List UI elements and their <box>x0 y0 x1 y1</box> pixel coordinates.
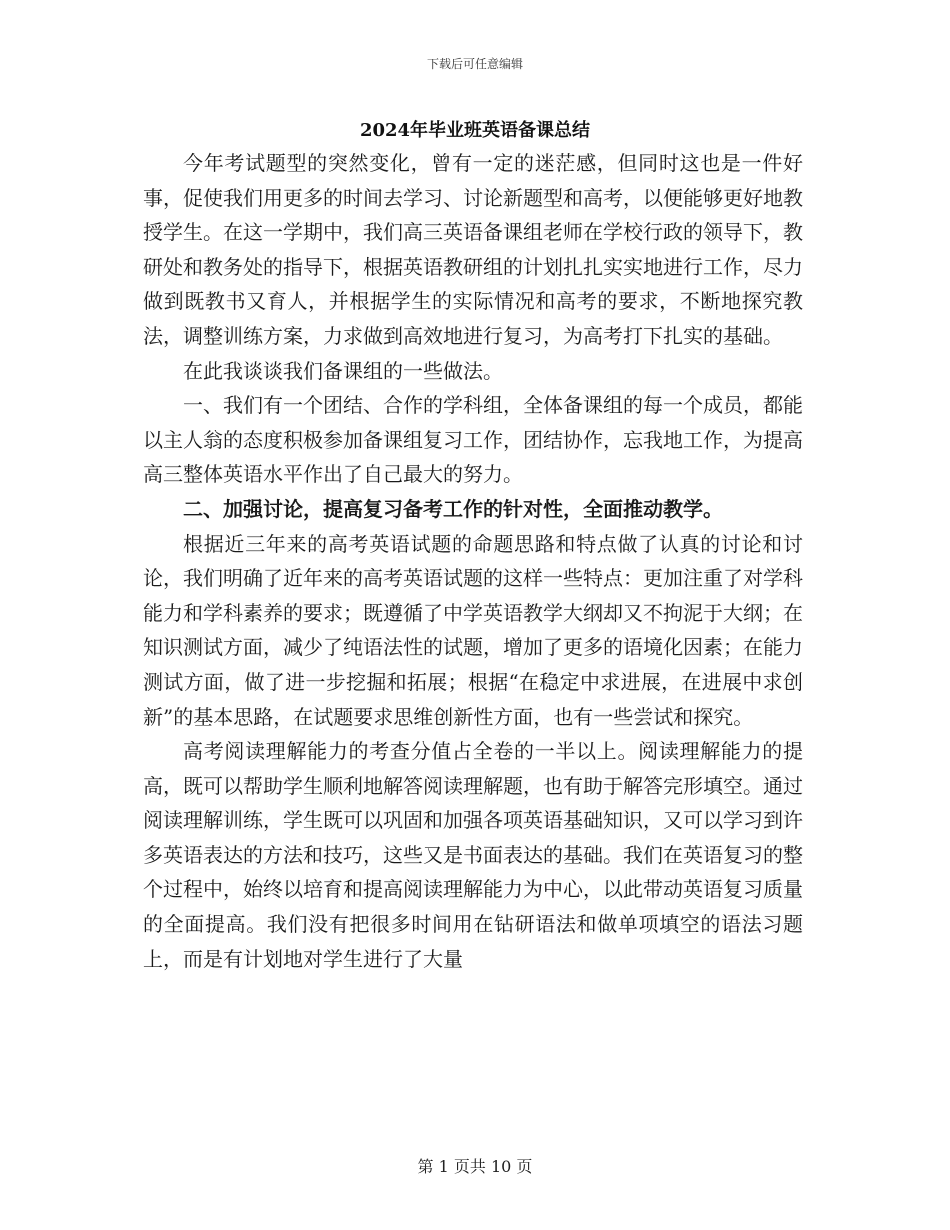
section-heading-two: 二、加强讨论，提高复习备考工作的针对性，全面推动教学。 <box>183 496 723 521</box>
page-footer: 第 1 页共 10 页 <box>417 1157 533 1176</box>
paragraph-intro: 今年考试题型的突然变化，曾有一定的迷茫感，但同时这也是一件好事，促使我们用更多的时间去学习、讨论新题型和高考，以便能够更好地教授学生。在这一学期中，我们高三英语备课组老师在学校行政的领导下，教研处和教务处的指导下，根据英语教研组的计划扎扎实实地进行工作，尽力做到既教书又育人，并根据学生的实际情况和高考的要求，不断地探究教法，调整训练方案，力求做到高效地进行复习，为高考打下扎实的基础。 <box>143 151 803 348</box>
document-title: 2024年毕业班英语备课总结 <box>359 120 591 141</box>
paragraph-section-one: 一、我们有一个团结、合作的学科组，全体备课组的每一个成员，都能以主人翁的态度积极参加备课组复习工作，团结协作，忘我地工作，为提高高三整体英语水平作出了自己最大的努力。 <box>143 393 803 487</box>
header-note: 下载后可任意编辑 <box>426 57 523 71</box>
paragraph-practices-lead: 在此我谈谈我们备课组的一些做法。 <box>183 358 503 383</box>
document-body <box>143 146 803 976</box>
paragraph-exam-analysis: 根据近三年来的高考英语试题的命题思路和特点做了认真的讨论和讨论，我们明确了近年来的高考英语试题的这样一些特点：更加注重了对学科能力和学科素养的要求；既遵循了中学英语教学大纲却又不拘泥于大纲；在知识测试方面，减少了纯语法性的试题，增加了更多的语境化因素；在能力测试方面，做了进一步挖掘和拓展；根据“在稳定中求进展，在进展中求创新”的基本思路，在试题要求思维创新性方面，也有一些尝试和探究。 <box>143 531 803 729</box>
paragraph-reading-comprehension: 高考阅读理解能力的考查分值占全卷的一半以上。阅读理解能力的提高，既可以帮助学生顺利地解答阅读理解题，也有助于解答完形填空。通过阅读理解训练，学生既可以巩固和加强各项英语基础知识，又可以学习到许多英语表达的方法和技巧，这些又是书面表达的基础。我们在英语复习的整个过程中，始终以培育和提高阅读理解能力为中心，以此带动英语复习质量的全面提高。我们没有把很多时间用在钻研语法和做单项填空的语法习题上，而是有计划地对学生进行了大量 <box>143 739 803 971</box>
